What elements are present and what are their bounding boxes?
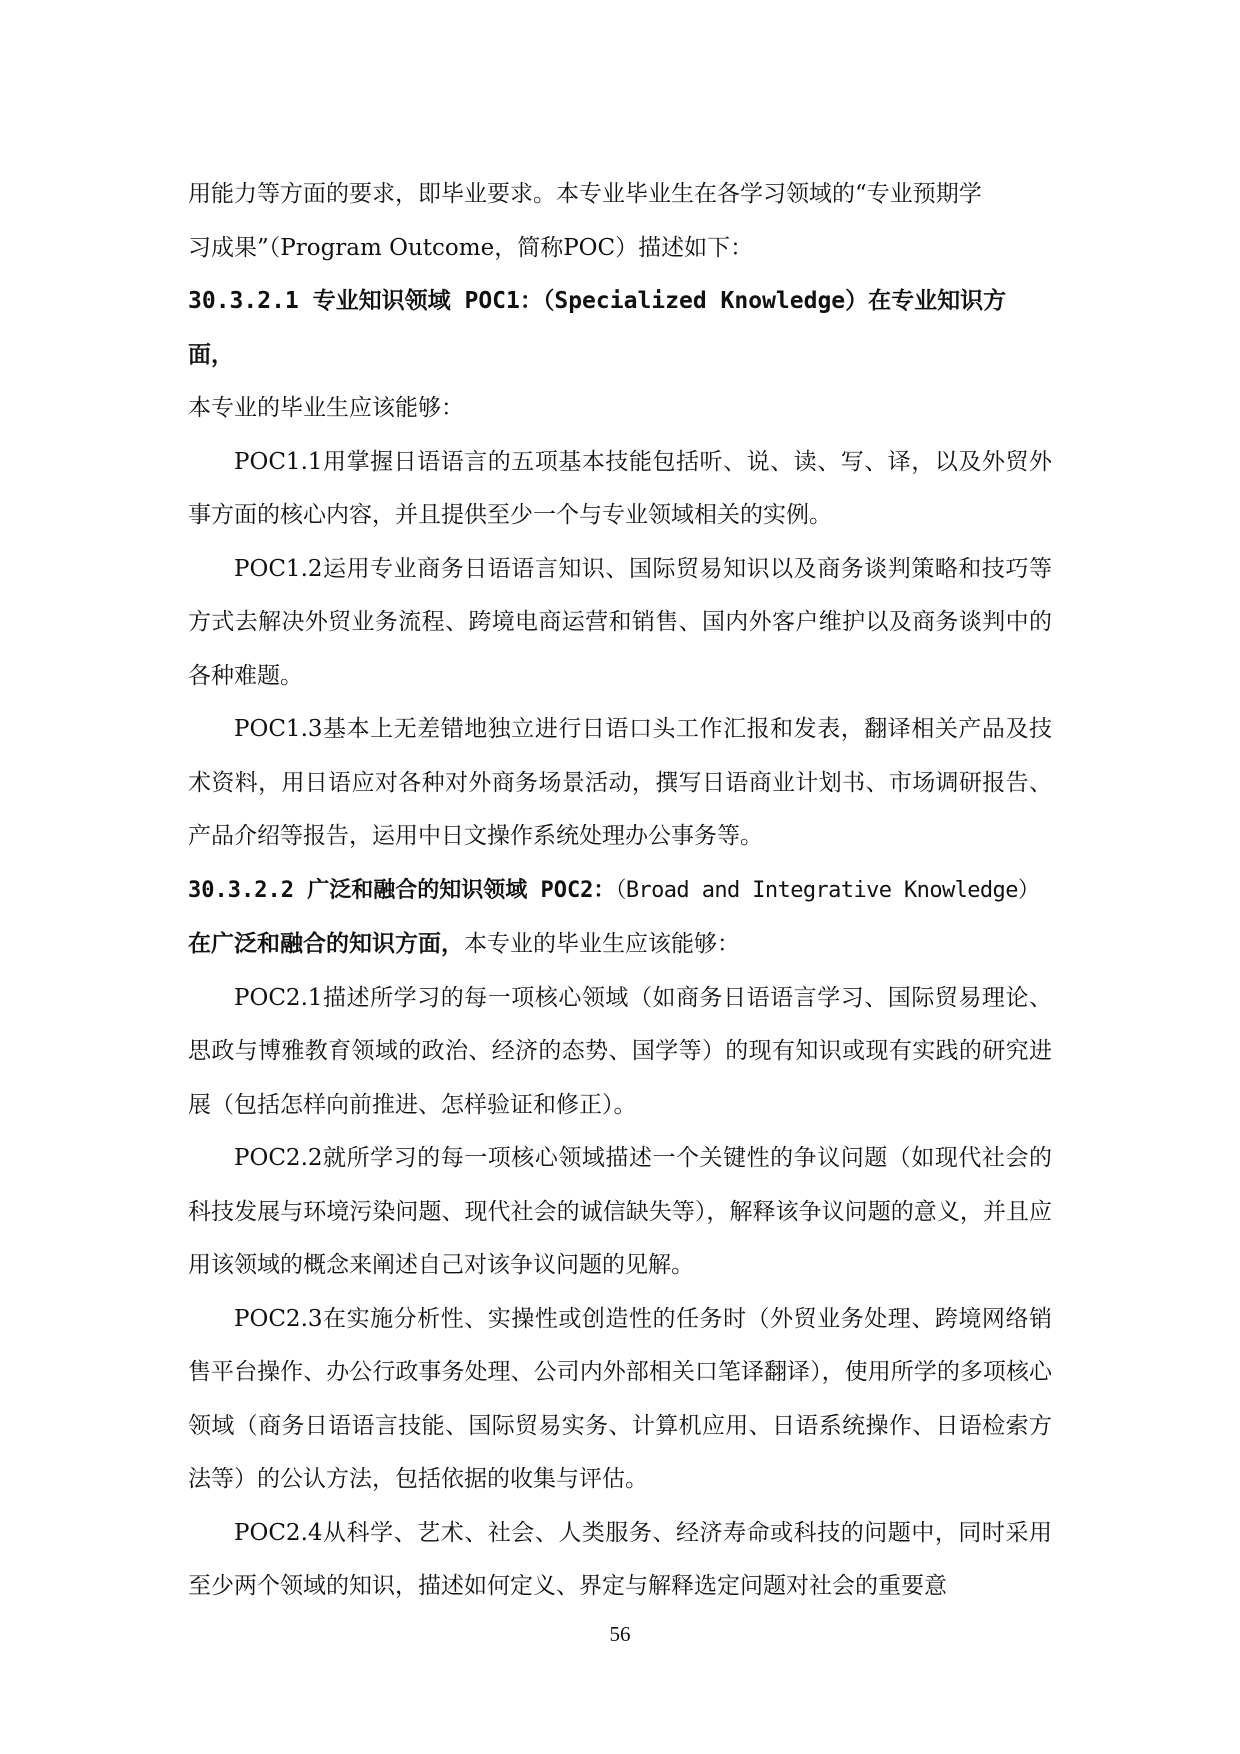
- poc-1-1-paragraph: POC1.1用掌握日语语言的五项基本技能包括听、说、读、写、译，以及外贸外事方面的核心内容，并且提供至少一个与专业领域相关的实例。: [188, 448, 1052, 528]
- section-1-heading-continuation: 本专业的毕业生应该能够：: [188, 395, 464, 421]
- poc-1-3-paragraph: POC1.3基本上无差错地独立进行日语口头工作汇报和发表，翻译相关产品及技术资料，用日语应对各种对外商务场景活动，撰写日语商业计划书、市场调研报告、产品介绍等报告，运用中日文操作系统处理办公事务等。: [188, 716, 1052, 849]
- section-2-heading-english: （Broad and Integrative Knowledge）: [615, 877, 1040, 903]
- poc-2-2-paragraph: POC2.2就所学习的每一项核心领域描述一个关键性的争议问题（如现代社会的科技发展与环境污染问题、现代社会的诚信缺失等），解释该争议问题的意义，并且应用该领域的概念来阐述自己对该争议问题的见解。: [188, 1145, 1052, 1278]
- body-text: [188, 168, 1052, 1614]
- poc-1-2-paragraph: POC1.2运用专业商务日语语言知识、国际贸易知识以及商务谈判策略和技巧等方式去解决外贸业务流程、跨境电商运营和销售、国内外客户维护以及商务谈判中的各种难题。: [188, 555, 1052, 689]
- section-2-heading: [188, 864, 1052, 918]
- poc-2-3-paragraph: POC2.3在实施分析性、实操性或创造性的任务时（外贸业务处理、跨境网络销售平台操作、办公行政事务处理、公司内外部相关口笔译翻译），使用所学的多项核心领域（商务日语语言技能、国际贸易实务、计算机应用、日语系统操作、日语检索方法等）的公认方法，包括依据的收集与评估。: [188, 1305, 1052, 1492]
- intro-line-1: 用能力等方面的要求，即毕业要求。本专业毕业生在各学习领域的“专业预期学: [188, 181, 982, 207]
- section-2-heading-rest: 本专业的毕业生应该能够：: [464, 931, 740, 957]
- poc-2-4-paragraph: POC2.4从科学、艺术、社会、人类服务、经济寿命或科技的问题中，同时采用至少两个领域的知识，描述如何定义、界定与解释选定问题对社会的重要意: [188, 1519, 1052, 1599]
- section-2-heading-continuation: [188, 917, 1052, 972]
- section-1-heading: 30.3.2.1 专业知识领域 POC1：（Specialized Knowledge）在专业知识方面，: [188, 288, 1007, 368]
- page-number: 56: [609, 1622, 631, 1646]
- section-2-heading-number: 30.3.2.2 广泛和融合的知识领域 POC2：: [188, 877, 616, 903]
- poc-2-1-paragraph: POC2.1描述所学习的每一项核心领域（如商务日语语言学习、国际贸易理论、思政与博雅教育领域的政治、经济的态势、国学等）的现有知识或现有实践的研究进展（包括怎样向前推进、怎样验证和修正）。: [188, 984, 1052, 1118]
- intro-line-2: 习成果”（Program Outcome，简称POC）描述如下：: [188, 234, 754, 261]
- section-2-heading-bold: 在广泛和融合的知识方面，: [188, 930, 464, 957]
